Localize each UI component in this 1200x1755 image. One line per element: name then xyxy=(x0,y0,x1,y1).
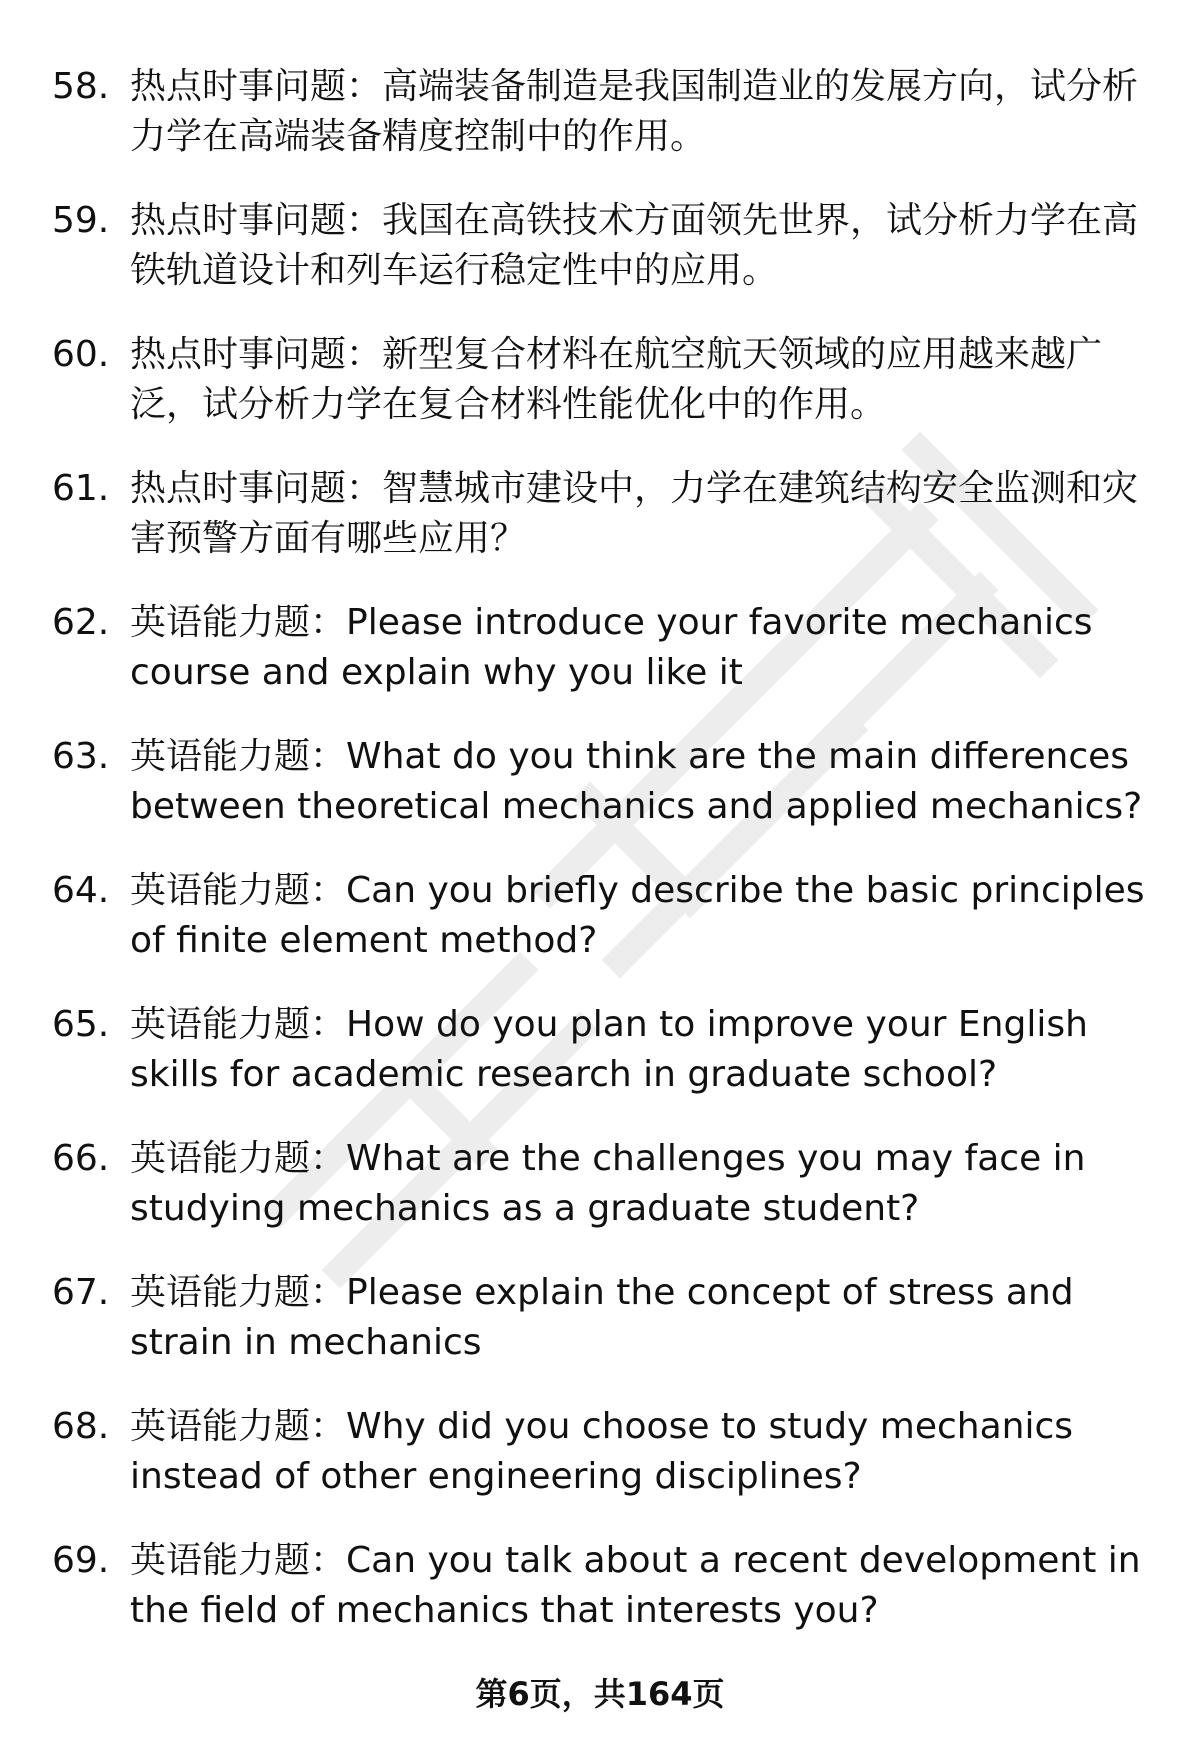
question-text: Please explain the concept of stress and strain in mechanics xyxy=(130,1272,1074,1363)
question-number: 65. xyxy=(52,1004,110,1045)
question-item xyxy=(52,330,1162,430)
question-number: 59. xyxy=(52,200,110,241)
question-text: What do you think are the main differences between theoretical mechanics and applied mechanics? xyxy=(130,736,1143,827)
question-number: 60. xyxy=(52,334,110,375)
question-item xyxy=(52,196,1162,296)
question-body xyxy=(130,732,1162,832)
question-number: 58. xyxy=(52,66,110,107)
question-category: 热点时事问题： xyxy=(130,66,383,107)
question-text: What are the challenges you may face in studying mechanics as a graduate student? xyxy=(130,1138,1086,1229)
question-item xyxy=(52,1402,1162,1502)
question-text: Please introduce your favorite mechanics course and explain why you like it xyxy=(130,602,1093,693)
question-number: 62. xyxy=(52,602,110,643)
question-body xyxy=(130,866,1162,966)
question-item xyxy=(52,1268,1162,1368)
question-text: Why did you choose to study mechanics instead of other engineering disciplines? xyxy=(130,1406,1074,1497)
question-number: 67. xyxy=(52,1272,110,1313)
question-text: 智慧城市建设中，力学在建筑结构安全监测和灾害预警方面有哪些应用？ xyxy=(130,468,1139,559)
question-number: 68. xyxy=(52,1406,110,1447)
question-category: 热点时事问题： xyxy=(130,334,383,375)
question-item xyxy=(52,732,1162,832)
question-body xyxy=(130,1402,1162,1502)
question-category: 热点时事问题： xyxy=(130,468,383,509)
question-category: 英语能力题： xyxy=(130,736,347,777)
question-item xyxy=(52,464,1162,564)
question-list xyxy=(52,62,1162,1670)
question-category: 英语能力题： xyxy=(130,1272,347,1313)
question-text: How do you plan to improve your English skills for academic research in graduate school? xyxy=(130,1004,1088,1095)
question-body xyxy=(130,196,1162,296)
question-item xyxy=(52,1536,1162,1636)
question-text: 高端装备制造是我国制造业的发展方向，试分析力学在高端装备精度控制中的作用。 xyxy=(130,66,1139,157)
question-number: 69. xyxy=(52,1540,110,1581)
question-body xyxy=(130,1536,1162,1636)
page-number-footer: 第6页，共164页 xyxy=(475,1675,725,1713)
question-number: 63. xyxy=(52,736,110,777)
question-text: 我国在高铁技术方面领先世界，试分析力学在高铁轨道设计和列车运行稳定性中的应用。 xyxy=(130,200,1139,291)
question-category: 英语能力题： xyxy=(130,602,347,643)
question-body xyxy=(130,464,1162,564)
question-category: 英语能力题： xyxy=(130,1138,347,1179)
question-category: 英语能力题： xyxy=(130,870,347,911)
question-text: 新型复合材料在航空航天领域的应用越来越广泛，试分析力学在复合材料性能优化中的作用。 xyxy=(130,334,1103,425)
question-category: 热点时事问题： xyxy=(130,200,383,241)
question-text: Can you briefly describe the basic principles of finite element method? xyxy=(130,870,1145,961)
question-body xyxy=(130,330,1162,430)
question-item xyxy=(52,866,1162,966)
question-item xyxy=(52,1134,1162,1234)
question-number: 64. xyxy=(52,870,110,911)
question-body xyxy=(130,1268,1162,1368)
question-item xyxy=(52,62,1162,162)
question-category: 英语能力题： xyxy=(130,1540,347,1581)
question-category: 英语能力题： xyxy=(130,1406,347,1447)
question-number: 66. xyxy=(52,1138,110,1179)
question-item xyxy=(52,1000,1162,1100)
question-item xyxy=(52,598,1162,698)
question-body xyxy=(130,62,1162,162)
question-body xyxy=(130,598,1162,698)
question-number: 61. xyxy=(52,468,110,509)
question-text: Can you talk about a recent development in the field of mechanics that interests you? xyxy=(130,1540,1141,1631)
question-body xyxy=(130,1134,1162,1234)
question-body xyxy=(130,1000,1162,1100)
question-category: 英语能力题： xyxy=(130,1004,347,1045)
